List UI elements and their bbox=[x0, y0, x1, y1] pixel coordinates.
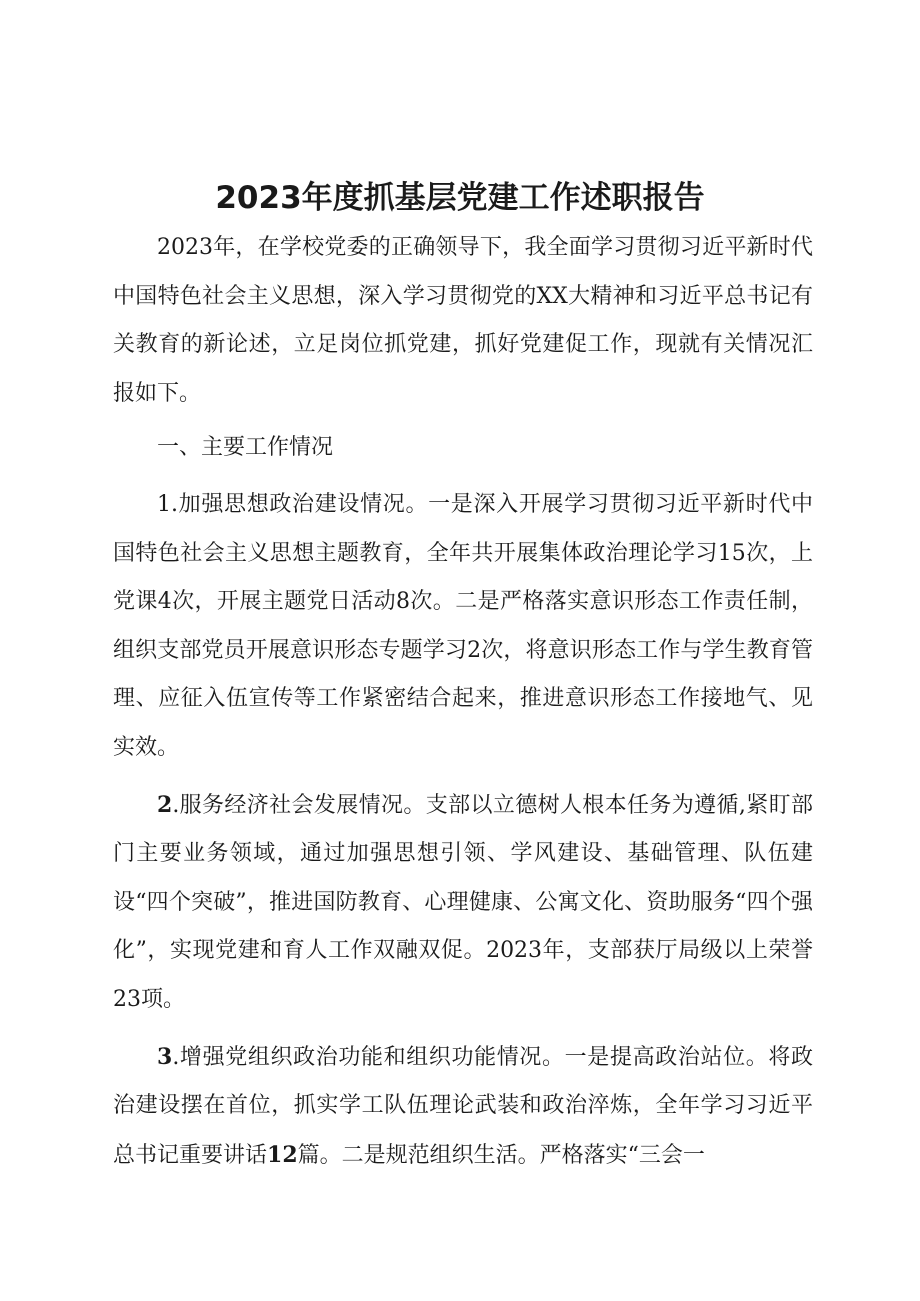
item-2-text: .服务经济社会发展情况。支部以立德树人根本任务为遵循,紧盯部门主要业务领域，通过加强思想引领、学风建设、基础管理、队伍建设“四个突破”，推进国防教育、心理健康、公寓文化、资助服务“四个强化”，实现党建和育人工作双融双促。2023年，支部获厅局级以上荣誉23项。 bbox=[113, 792, 813, 1012]
item-3-text-b: 篇。二是规范组织生活。严格落实“三会一 bbox=[297, 1142, 705, 1168]
section-heading-main-work: 一、主要工作情况 bbox=[157, 435, 334, 461]
item-3-number: 3 bbox=[157, 1043, 173, 1070]
item-2-paragraph bbox=[113, 781, 813, 1025]
item-3-text-a: .增强党组织政治功能和组织功能情况。一是提高政治站位。将政治建设摆在首位，抓实学工队伍理论武装和政治淬炼，全年学习习近平总书记重要讲话 bbox=[113, 1044, 813, 1168]
item-1-paragraph: 1.加强思想政治建设情况。一是深入开展学习贯彻习近平新时代中国特色社会主义思想主题教育，全年共开展集体政治理论学习15次，上党课4次，开展主题党日活动8次。二是严格落实意识形态工作责任制，组织支部党员开展意识形态专题学习2次，将意识形态工作与学生教育管理、应征入伍宣传等工作紧密结合起来，推进意识形态工作接地气、见实效。 bbox=[113, 491, 813, 760]
item-3-bold-number: 12 bbox=[267, 1141, 298, 1168]
item-3-paragraph bbox=[113, 1033, 813, 1181]
item-2-number: 2 bbox=[157, 791, 173, 818]
document-body bbox=[113, 224, 813, 1180]
document-title: 2023年度抓基层党建工作述职报告 bbox=[215, 180, 705, 216]
intro-paragraph: 2023年，在学校党委的正确领导下，我全面学习贯彻习近平新时代中国特色社会主义思想，深入学习贯彻党的XX大精神和习近平总书记有关教育的新论述，立足岗位抓党建，抓好党建促工作，现就有关情况汇报如下。 bbox=[113, 235, 813, 406]
